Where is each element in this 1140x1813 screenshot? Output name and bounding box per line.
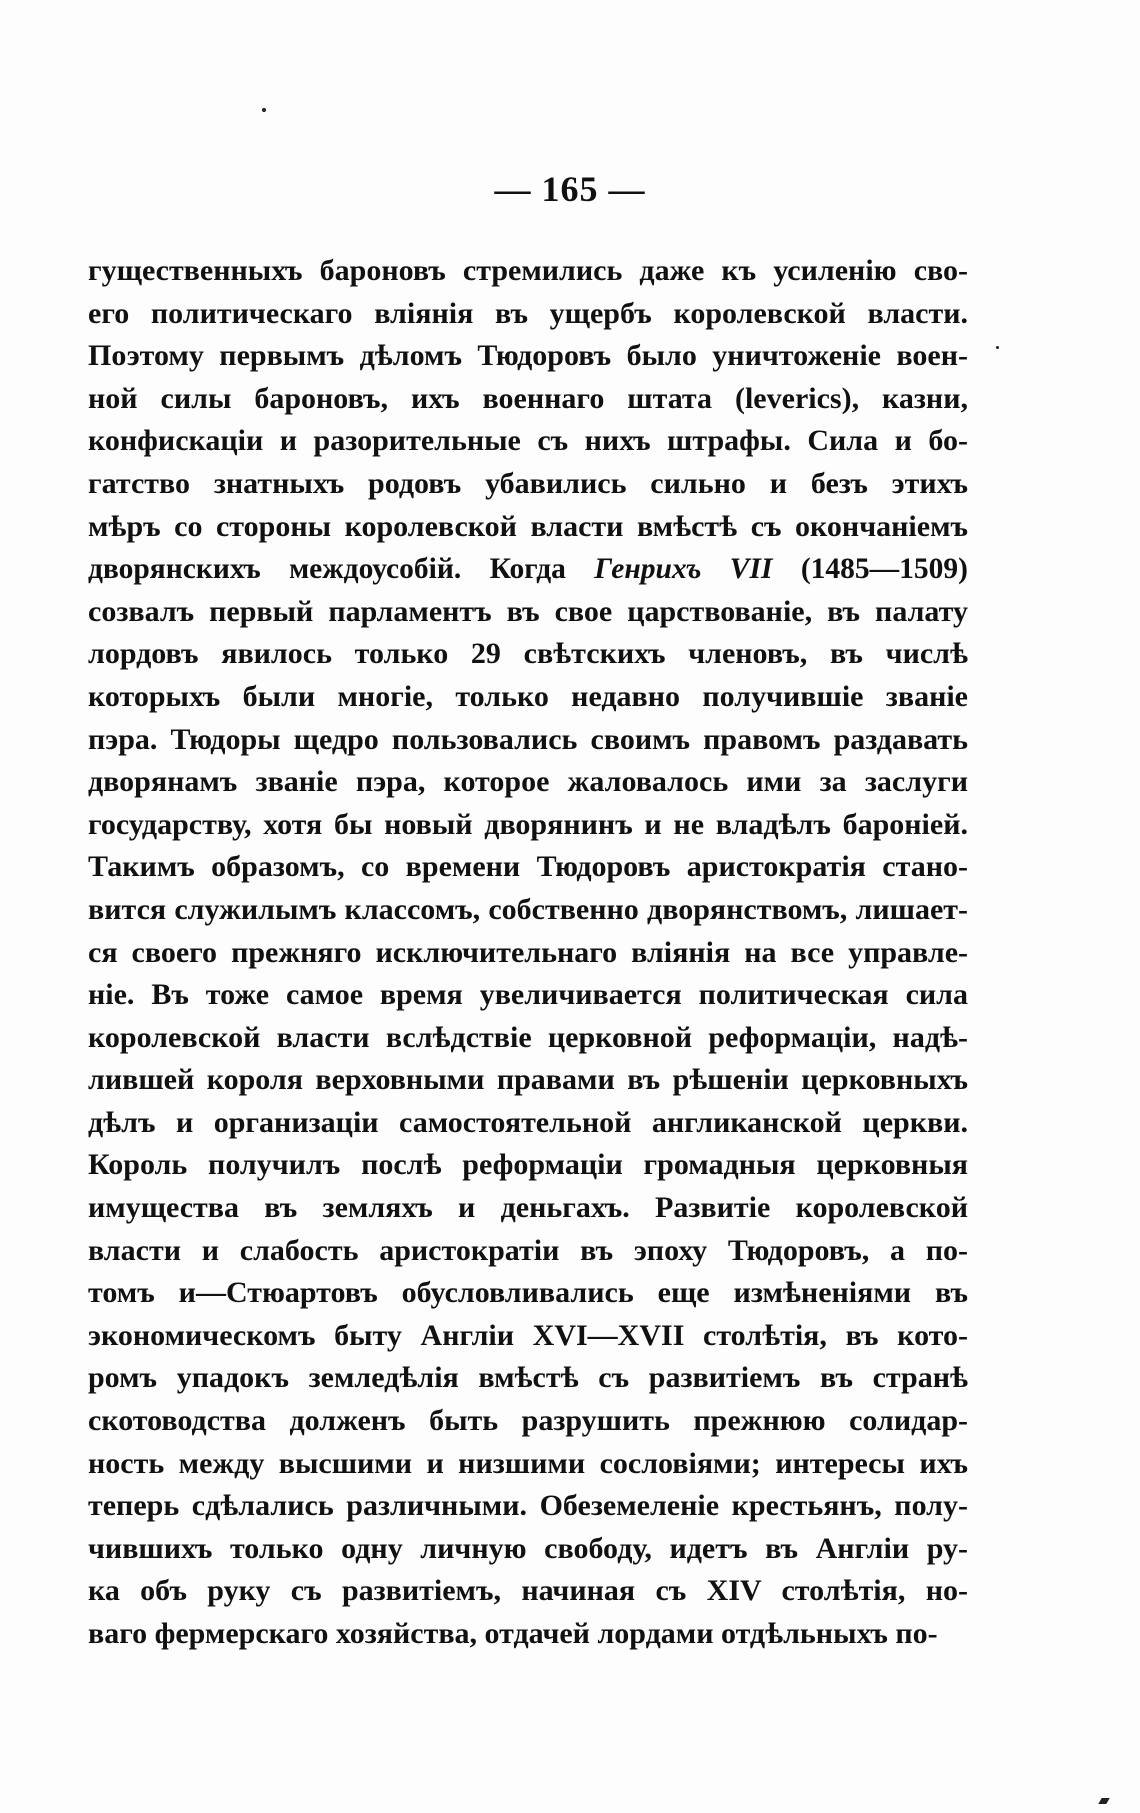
text-line: экономическомъ быту Англіи XVI—XVII столѣтія, въ кото- [88,1318,968,1352]
text-segment: дворянскихъ междоусобій. Когда [88,553,595,586]
text-line: конфискаціи и разорительные съ нихъ штрафы. Сила и бо- [88,424,968,458]
text-line: гатство знатныхъ родовъ убавились сильно и безъ этихъ [88,466,968,500]
text-line: лордовъ явилось только 29 свѣтскихъ членовъ, въ числѣ [88,637,968,671]
text-line: созвалъ первый парламентъ въ свое царствованіе, въ палату [88,594,968,628]
text-line: вится служилымъ классомъ, собственно дворянствомъ, лишает- [88,892,968,926]
text-line: дворянамъ званіе пэра, которое жаловалось ими за заслуги [88,765,968,799]
text-line: его политическаго вліянія въ ущербъ королевской власти. [88,296,968,330]
text-line: которыхъ были многіе, только недавно получившіе званіе [88,679,968,713]
text-line: Такимъ образомъ, со времени Тюдоровъ аристократія стано- [88,850,968,884]
text-line: государству, хотя бы новый дворянинъ и не владѣлъ бароніей. [88,807,968,841]
text-line: ромъ упадокъ земледѣлія вмѣстѣ съ развитіемъ въ странѣ [88,1361,968,1395]
italic-name: Генрихъ VII [594,553,773,586]
scan-speck [1098,1798,1109,1804]
text-line: томъ и—Стюартовъ обусловливались еще измѣненіями въ [88,1276,968,1310]
text-line: ной силы бароновъ, ихъ военнаго штата (leverics), казни, [88,381,968,415]
text-line: власти и слабость аристократіи въ эпоху Тюдоровъ, а по- [88,1233,968,1267]
text-line: пэра. Тюдоры щедро пользовались своимъ правомъ раздавать [88,722,968,756]
body-text [88,250,968,1656]
text-line: ніе. Въ тоже самое время увеличивается политическая сила [88,978,968,1012]
text-line: лившей короля верховными правами въ рѣшеніи церковныхъ [88,1063,968,1097]
text-line: ность между высшими и низшими сословіями; интересы ихъ [88,1446,968,1480]
text-line: скотоводства долженъ быть разрушить прежнюю солидар- [88,1404,968,1438]
text-line: ваго фермерскаго хозяйства, отдачей лордами отдѣльныхъ по- [88,1617,938,1650]
text-line: ка объ руку съ развитіемъ, начиная съ XIV столѣтія, но- [88,1574,968,1608]
scan-speck [996,346,999,349]
text-line: ся своего прежняго исключительнаго вліянія на все управле- [88,935,968,969]
text-line: королевской власти вслѣдствіе церковной реформаціи, надѣ- [88,1020,968,1054]
text-line: мѣръ со стороны королевской власти вмѣстѣ съ окончаніемъ [88,509,968,543]
scan-speck [262,108,266,112]
text-line: теперь сдѣлались различными. Обеземеленіе крестьянъ, полу- [88,1489,968,1523]
text-line: дѣлъ и организаціи самостоятельной англиканской церкви. [88,1105,968,1139]
text-line: Поэтому первымъ дѣломъ Тюдоровъ было уничтоженіе воен- [88,339,968,373]
text-line: имущества въ земляхъ и деньгахъ. Развитіе королевской [88,1191,968,1225]
text-line: гущественныхъ бароновъ стремились даже къ усиленію сво- [88,254,968,287]
text-line: Король получилъ послѣ реформаціи громадныя церковныя [88,1148,968,1182]
text-line: чившихъ только одну личную свободу, идетъ въ Англіи ру- [88,1531,968,1565]
page-number: — 165 — [494,169,646,209]
text-segment: (1485—1509) [772,553,968,586]
text-line [88,548,968,591]
